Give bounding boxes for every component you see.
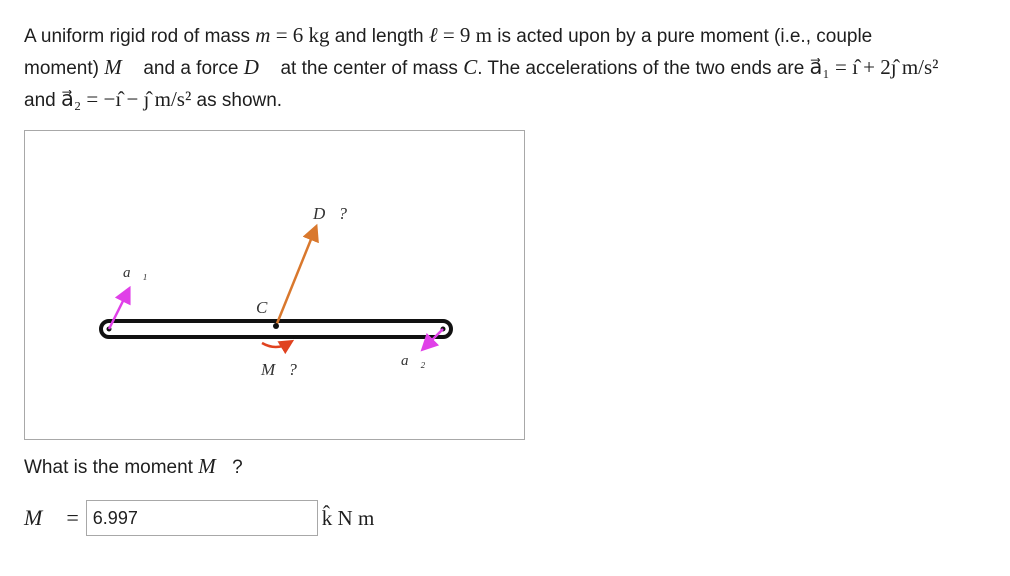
mass-symbol: m [255,23,271,47]
moment-symbol: M⃗ [104,55,139,79]
accel-1-expression: a⃗₁ = ı̂ + 2ȷ̂ m/s² [809,55,939,79]
center-symbol: C [463,55,478,79]
rod-figure [24,130,525,440]
center-of-mass-dot [273,323,279,329]
question-text: What is the moment [24,457,199,478]
force-symbol: D⃗ [243,55,276,79]
answer-label: M⃗ = [24,505,80,530]
accel-2-label: a⃗₂ [401,353,426,369]
mass-value: = 6 kg [270,23,330,47]
question-moment-symbol: M⃗ [198,454,233,478]
problem-text: A uniform rigid rod of mass [24,26,256,47]
problem-text: moment) [24,58,105,79]
problem-text: and length [329,26,429,47]
problem-line-2 [24,52,994,84]
problem-text: at the center of mass [275,58,464,79]
problem-text: is acted upon by a pure moment (i.e., couple [492,26,873,47]
accel-2-expression: a⃗₂ = −ı̂ − ȷ̂ m/s² [60,87,192,111]
problem-text: and [24,90,61,111]
center-label: C [256,298,268,317]
answer-unit: k̂ N m [321,505,375,530]
length-symbol: ℓ [428,23,438,47]
moment-arrow [262,343,289,347]
problem-text: as shown. [191,90,283,111]
problem-statement [24,20,994,116]
moment-answer-input[interactable] [86,500,318,536]
length-value: = 9 m [437,23,493,47]
moment-label: M⃗? [261,360,297,379]
answer-row [24,500,374,536]
question-end: ? [232,457,243,478]
question-prompt [24,452,243,482]
accel-1-label: a⃗₁ [123,265,148,281]
force-d-label: D⃗? [313,204,347,223]
problem-text: and a force [138,58,244,79]
rod-diagram [25,131,526,441]
problem-line-3 [24,84,994,116]
problem-text: . The accelerations of the two ends are [477,58,810,79]
problem-line-1 [24,20,994,52]
force-d-arrow [276,227,316,326]
